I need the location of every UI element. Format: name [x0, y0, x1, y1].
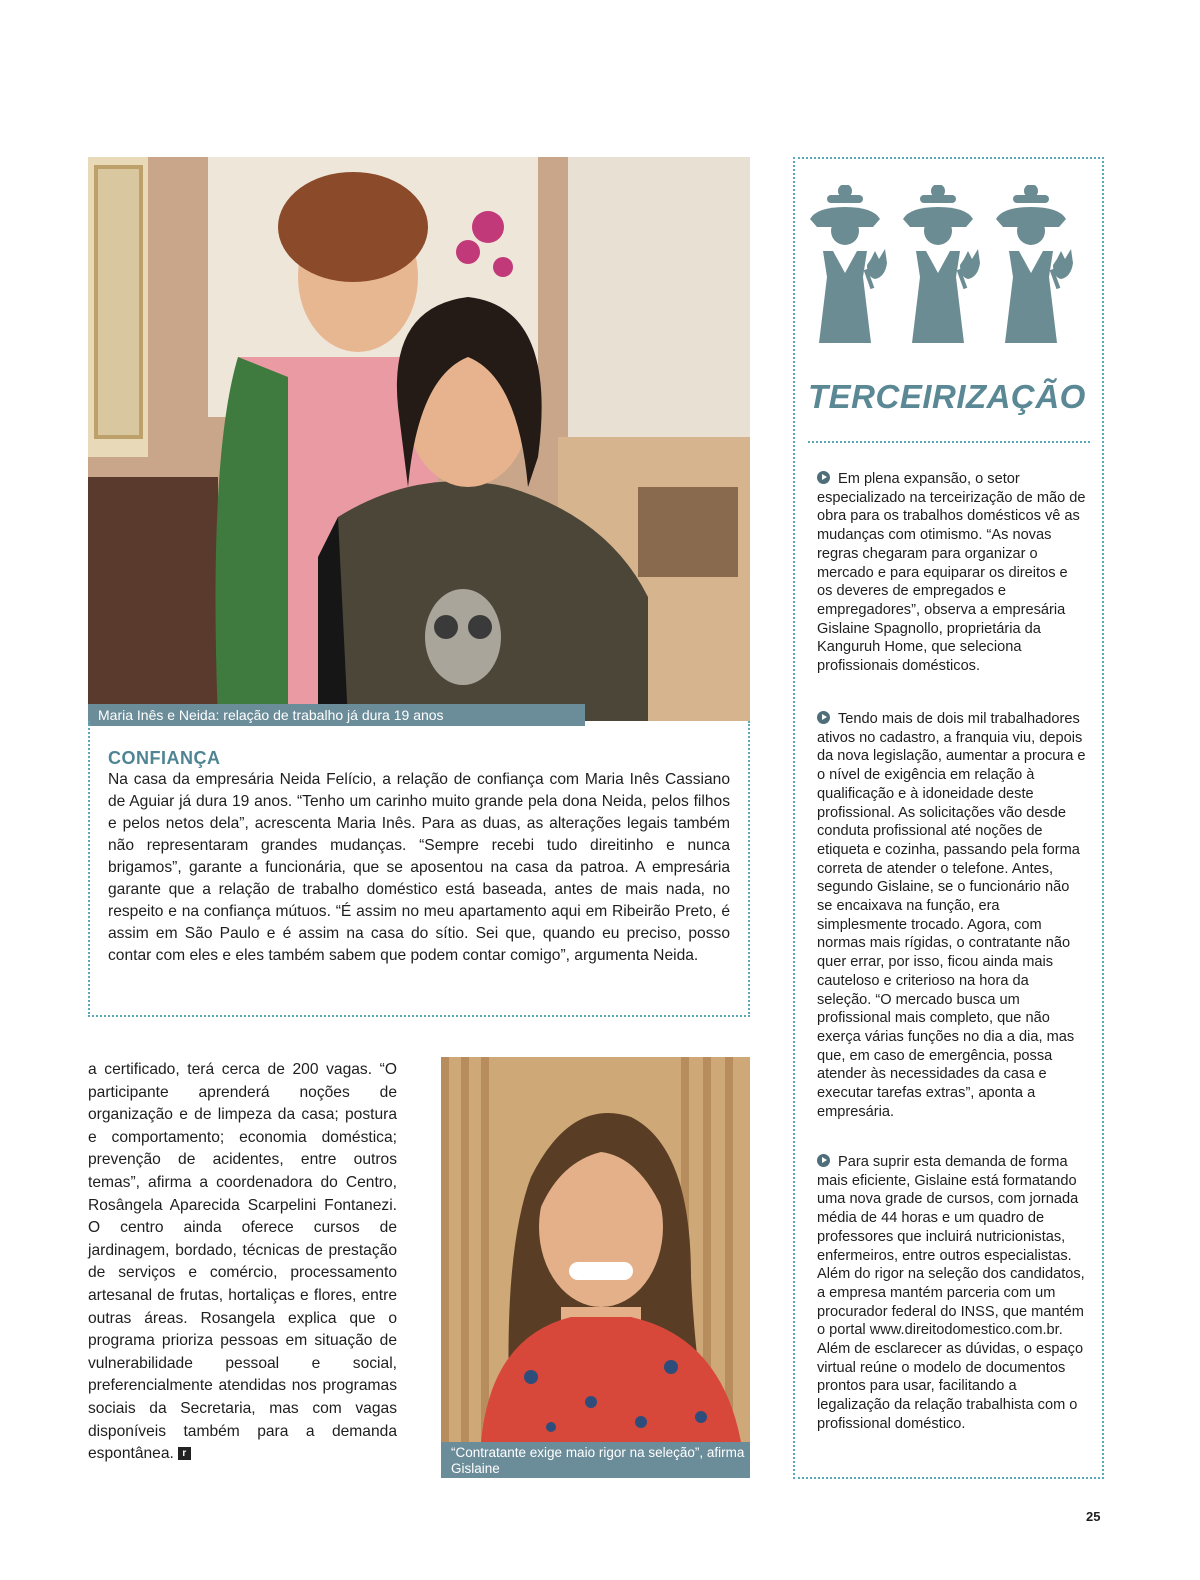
page-number: 25	[1086, 1509, 1101, 1524]
article-body-text: a certificado, terá cerca de 200 vagas. “O participante aprenderá noções de organização e de limpeza da casa; postura e comportamento; economia doméstica; prevenção de acidentes, entre outros temas”, afirma a coordenadora do Centro, Rosângela Aparecida Scarpelini Fontanezi. O centro ainda oferece cursos de jardinagem, bordado, técnicas de prestação de serviços e comércio, processamento artesanal de frutas, hortaliças e flores, entre outras áreas. Rosangela explica que o programa prioriza pessoas em situação de vulnerabilidade pessoal e social, preferencialmente atendidas nos programas sociais da Secretaria, mas com vagas disponíveis também para a demanda espontânea.	[88, 1061, 397, 1463]
play-bullet-icon	[817, 471, 830, 484]
section-heading-confianca: CONFIANÇA	[108, 748, 221, 768]
sidebar-paragraph-text: Tendo mais de dois mil trabalhadores ativos no cadastro, a franquia viu, depois da nova legislação, aumentar a procura e o nível de exigência em relação à qualificação e à idoneidade deste profissional. As solicitações vão desde conduta profissional até noções de etiqueta e cozinha, passando pela forma correta de atender o telefone. Antes, segundo Gislaine, se o funcionário não se encaixava na função, era simplesmente trocado. Agora, com normas mais rígidas, o contratante não quer errar, por isso, ficou ainda mais cauteloso e criterioso na hora da seleção. “O mercado busca um profissional mais completo, que não exerça várias funções no dia a dia, mas que, em caso de emergência, possa atender às necessidades da casa e executar tarefas extras”, aponta a empresária.	[817, 711, 1086, 1120]
article-body-continued	[88, 1059, 397, 1466]
photo-caption-top: Maria Inês e Neida: relação de trabalho já dura 19 anos	[88, 704, 585, 726]
sidebar-divider	[808, 441, 1090, 443]
end-of-article-icon: r	[178, 1447, 191, 1460]
confianca-body: Na casa da empresária Neida Felício, a relação de confiança com Maria Inês Cassiano de Aguiar já dura 19 anos. “Tenho um carinho muito grande pela dona Neida, pelos filhos e pelos netos dela”, acrescenta Maria Inês. Para as duas, as alterações legais também não representaram grandes mudanças. “Sempre recebi tudo direitinho e nunca brigamos”, garante a funcionária, que se aposentou na casa da patroa. A empresária garante que a relação de trabalho doméstico está baseada, antes de mais nada, no respeito e na confiança mútuos. “É assim no meu apartamento aqui em Ribeirão Preto, é assim em São Paulo e é assim na casa do sítio. Sei que, quando eu preciso, posso contar com eles e eles também sabem que podem contar comigo”, argumenta Neida.	[108, 771, 730, 964]
photo-neida-and-maria-ines	[88, 157, 750, 721]
photo-gislaine	[441, 1057, 750, 1442]
photo-caption-bottom: “Contratante exige maio rigor na seleção”, afirma Gislaine	[441, 1442, 750, 1478]
sidebar-paragraph	[817, 1153, 1087, 1434]
sidebar-title: TERCEIRIZAÇÃO	[808, 378, 1086, 415]
sidebar-paragraph	[817, 470, 1087, 676]
maid-figures-icon	[805, 185, 1095, 345]
sidebar-paragraph	[817, 710, 1087, 1121]
sidebar-paragraph-text: Em plena expansão, o setor especializado na terceirização de mão de obra para os trabalhos domésticos vê as mudanças com otimismo. “As novas regras chegaram para organizar o mercado e para equiparar os direitos e os deveres de empregados e empregadores”, observa a empresária Gislaine Spagnollo, proprietária da Kanguruh Home, que seleciona profissionais domésticos.	[817, 471, 1086, 675]
sidebar-paragraph-text: Para suprir esta demanda de forma mais eficiente, Gislaine está formatando uma nova grade de cursos, com jornada média de 44 horas e um quadro de professores que incluirá nutricionistas, enfermeiros, entre outros especialistas. Além do rigor na seleção dos candidatos, a empresa mantém parceria com um procurador federal do INSS, que mantém o portal www.direitodomestico.com.br. Além de esclarecer as dúvidas, o espaço virtual reúne o modelo de documentos prontos para usar, facilitando a legalização da relação trabalhista com o profissional doméstico.	[817, 1154, 1085, 1432]
play-bullet-icon	[817, 711, 830, 724]
play-bullet-icon	[817, 1154, 830, 1167]
